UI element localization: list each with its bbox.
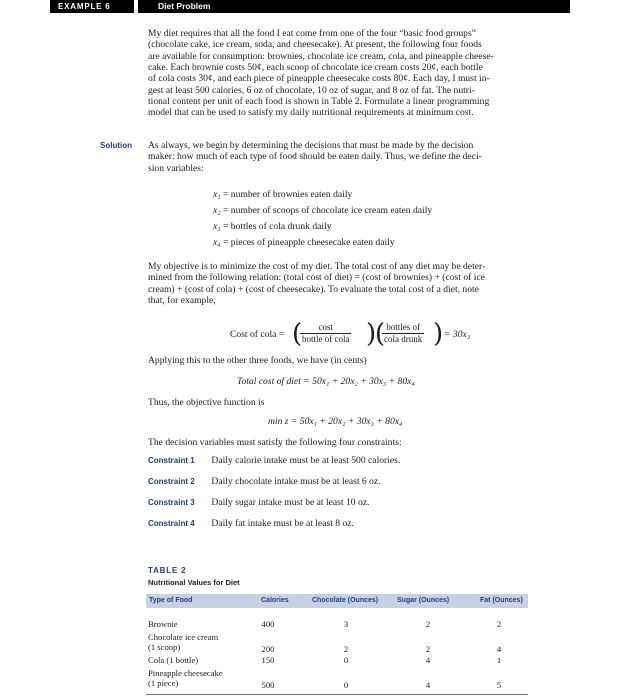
problem-line: cake. Each brownie costs 50¢, each scoop of chocolate ice cream costs 20¢, each bottle xyxy=(148,61,483,73)
food-name-line: (1 piece) xyxy=(148,678,179,688)
food-name-line: Pineapple cheesecake xyxy=(148,668,223,678)
left-paren: ( xyxy=(292,319,303,349)
variable-symbol: x₁ xyxy=(213,189,221,200)
food-name-line: (1 scoop) xyxy=(148,642,181,652)
problem-line: tional content per unit of each food is shown in Table 2. Formulate a linear programming xyxy=(148,95,490,107)
variable-description: = bottles of cola drunk daily xyxy=(223,221,332,232)
chocolate-cell: 0 xyxy=(343,655,349,665)
chocolate-cell: 3 xyxy=(343,619,349,629)
objective-line: cream) + (cost of cola) + (cost of cheesecake). To evaluate the total cost of a diet, note xyxy=(148,283,479,295)
constraint-text: Daily chocolate intake must be at least 6 oz. xyxy=(211,476,381,487)
objective-line: mined from the following relation: (total cost of diet) = (cost of brownies) + (cost of ice xyxy=(148,272,485,284)
variable-description: = pieces of pineapple cheesecake eaten daily xyxy=(223,237,395,248)
fraction-numerator: bottles of xyxy=(382,322,424,334)
table-bottom-rule xyxy=(146,694,528,695)
food-name-line: Chocolate ice cream xyxy=(148,632,219,642)
column-header: Type of Food xyxy=(149,597,193,604)
constraint-label: Constraint 2 xyxy=(148,477,195,486)
variable-definition xyxy=(213,237,395,248)
example-label: EXAMPLE 6 xyxy=(58,2,111,11)
food-name-line: Brownie xyxy=(148,619,178,629)
problem-line: model that can be used to satisfy my daily nutritional requirements at minimum cost. xyxy=(148,107,474,119)
variable-definition xyxy=(213,189,352,200)
constraint-label: Constraint 1 xyxy=(148,456,195,465)
sugar-cell: 4 xyxy=(425,655,431,665)
constraint-label: Constraint 4 xyxy=(148,519,195,528)
sugar-cell: 4 xyxy=(425,680,431,690)
column-header: Calories xyxy=(261,597,289,604)
problem-line: gest at least 500 calories, 6 oz of chocolate, 10 oz of sugar, and 8 oz of fat. The nutri- xyxy=(148,84,475,96)
problem-line: are available for consumption: brownies, chocolate ice cream, cola, and pineapple cheese- xyxy=(148,50,494,62)
objective-line: that, for example, xyxy=(148,294,216,306)
solution-line: maker: how much of each type of food should be eaten daily. Thus, we define the deci- xyxy=(148,151,482,163)
fraction-bottles-drunk xyxy=(382,322,424,345)
constraint-text: Daily calorie intake must be at least 500 calories. xyxy=(211,455,401,466)
fat-cell: 4 xyxy=(496,644,502,654)
solution-label: Solution xyxy=(100,141,132,150)
fraction-cost-per-bottle xyxy=(300,322,351,345)
column-header: Fat (Ounces) xyxy=(480,597,523,604)
left-paren: ( xyxy=(375,319,386,349)
objective-function: min z = 50x₁ + 20x₂ + 30x₃ + 80x₄ xyxy=(268,416,403,427)
example-title: Diet Problem xyxy=(158,1,211,11)
food-name xyxy=(148,632,258,652)
thus-text: Thus, the objective function is xyxy=(148,397,265,408)
right-paren: ) xyxy=(366,319,377,349)
problem-line: (chocolate cake, ice cream, soda, and cheesecake). At present, the following four foods xyxy=(148,39,482,51)
fat-cell: 5 xyxy=(496,680,502,690)
constraint-item xyxy=(148,455,400,466)
right-paren: ) xyxy=(433,319,444,349)
variable-description: = number of brownies eaten daily xyxy=(223,189,353,200)
constraint-item xyxy=(148,518,354,529)
variable-description: = number of scoops of chocolate ice cream eaten daily xyxy=(223,205,433,216)
applying-text: Applying this to the other three foods, we have (in cents) xyxy=(148,355,367,366)
problem-line: of cola costs 30¢, and each piece of pineapple cheesecake costs 80¢. Each day, I must in- xyxy=(148,73,490,85)
fraction-denominator: cola drunk xyxy=(384,334,423,344)
column-header: Sugar (Ounces) xyxy=(397,597,450,604)
variable-definition xyxy=(213,205,432,216)
constraint-text: Daily sugar intake must be at least 10 oz. xyxy=(211,497,370,508)
food-name xyxy=(148,668,258,688)
table-label: TABLE 2 xyxy=(148,566,187,575)
table-title: Nutritional Values for Diet xyxy=(148,578,240,587)
calories-cell: 150 xyxy=(261,655,275,665)
sugar-cell: 2 xyxy=(425,644,431,654)
fat-cell: 2 xyxy=(496,619,502,629)
food-name xyxy=(148,655,258,665)
fraction-denominator: bottle of cola xyxy=(302,334,350,344)
solution-line: As always, we begin by determining the decisions that must be made by the decision xyxy=(148,140,474,151)
fat-cell: 1 xyxy=(496,655,502,665)
table-header-row xyxy=(146,594,528,608)
total-cost-equation: Total cost of diet = 50x₁ + 20x₂ + 30x₃ + 80x₄ xyxy=(237,376,415,387)
sugar-cell: 2 xyxy=(425,619,431,629)
constraints-intro: The decision variables must satisfy the following four constraints: xyxy=(148,437,402,448)
equation-lhs: Cost of cola = xyxy=(230,329,285,340)
constraint-item xyxy=(148,476,381,487)
chocolate-cell: 0 xyxy=(343,680,349,690)
variable-symbol: x₃ xyxy=(213,221,221,232)
example-header-bar xyxy=(50,0,570,13)
food-name-line: Cola (1 bottle) xyxy=(148,655,199,665)
fraction-numerator: cost xyxy=(300,322,351,334)
calories-cell: 500 xyxy=(261,680,275,690)
calories-cell: 200 xyxy=(261,644,275,654)
calories-cell: 400 xyxy=(261,619,275,629)
food-name xyxy=(148,619,258,629)
constraint-text: Daily fat intake must be at least 8 oz. xyxy=(211,518,354,529)
constraint-item xyxy=(148,497,369,508)
header-divider xyxy=(134,0,138,13)
equation-rhs: = 30x₃ xyxy=(444,329,471,340)
variable-symbol: x₄ xyxy=(213,237,221,248)
variable-definition xyxy=(213,221,332,232)
solution-line: sion variables: xyxy=(148,162,204,174)
objective-line: My objective is to minimize the cost of my diet. The total cost of any diet may be deter- xyxy=(148,261,486,272)
variable-symbol: x₂ xyxy=(213,205,221,216)
problem-line: My diet requires that all the food I eat come from one of the four “basic food groups” xyxy=(148,28,476,39)
constraint-label: Constraint 3 xyxy=(148,498,195,507)
chocolate-cell: 2 xyxy=(343,644,349,654)
column-header: Chocolate (Ounces) xyxy=(312,597,379,604)
